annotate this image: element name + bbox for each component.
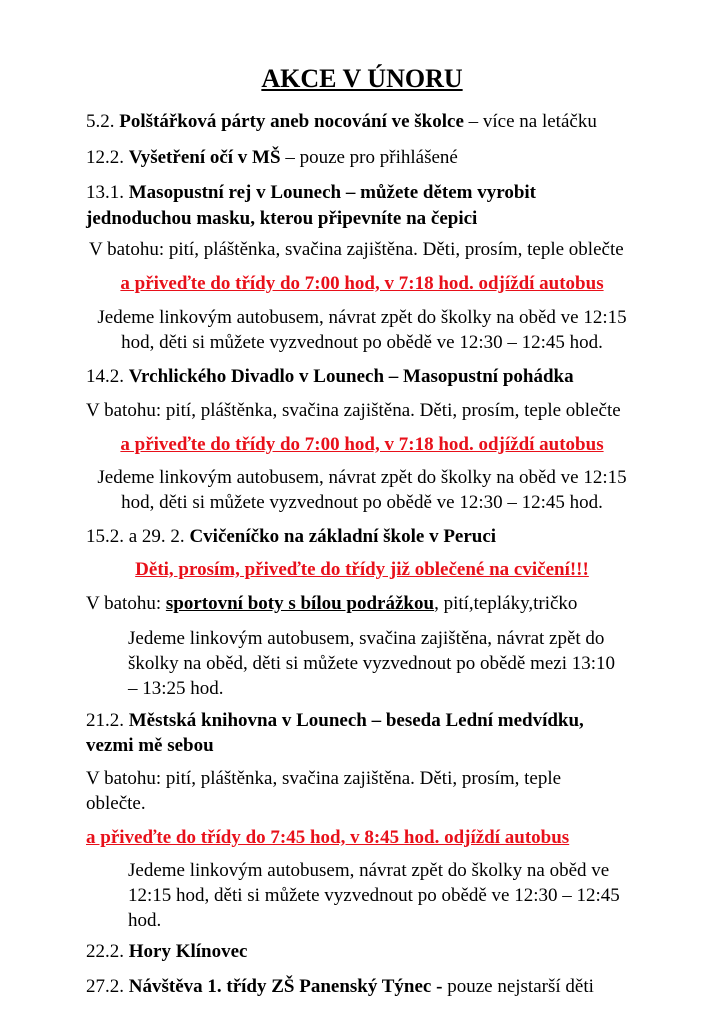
event-row: [86, 524, 646, 550]
red-warning: a přiveďte do třídy do 7:00 hod, v 7:18 hod. odjíždí autobus: [120, 273, 604, 294]
event-row: [86, 109, 646, 135]
info-text: Jedeme linkovým autobusem, svačina zajištěna, návrat zpět do: [128, 628, 605, 649]
event-row: [86, 145, 646, 171]
event-row: [86, 708, 646, 734]
info-text: Jedeme linkovým autobusem, návrat zpět do školky na oběd ve: [128, 860, 610, 881]
event-note: – pouze pro přihlášené: [280, 147, 458, 168]
backpack-note: V batohu: pití, pláštěnka, svačina zajištěna. Děti, prosím, teple: [86, 768, 562, 789]
red-warning: a přiveďte do třídy do 7:45 hod, v 8:45 hod. odjíždí autobus: [86, 827, 570, 848]
event-row: [86, 939, 646, 965]
page-title: AKCE V ÚNORU: [261, 64, 463, 93]
event-name-cont: vezmi mě sebou: [86, 735, 214, 756]
info-text: Jedeme linkovým autobusem, návrat zpět do školky na oběd ve 12:15: [97, 307, 627, 328]
event-name: Masopustní rej v Lounech – můžete dětem vyrobit: [128, 182, 536, 203]
event-date: 13.1.: [86, 182, 124, 203]
event-date: 14.2.: [86, 366, 124, 387]
event-date: 15.2. a 29. 2.: [86, 526, 185, 547]
event-row: [86, 974, 646, 1000]
backpack-note: [86, 591, 646, 617]
info-text: hod, děti si můžete vyzvednout po obědě ve 12:30 – 12:45 hod.: [121, 492, 603, 513]
event-name: Návštěva 1. třídy ZŠ Panenský Týnec -: [128, 976, 443, 997]
info-text: – 13:25 hod.: [128, 678, 224, 699]
info-text: Jedeme linkovým autobusem, návrat zpět do školky na oběd ve 12:15: [97, 467, 627, 488]
event-name: Vyšetření očí v MŠ: [128, 147, 281, 168]
event-name: Cvičeníčko na základní škole v Peruci: [189, 526, 497, 547]
event-note: pouze nejstarší děti: [442, 976, 594, 997]
event-name: Městská knihovna v Lounech – beseda Lední medvídku,: [128, 710, 584, 731]
event-date: 22.2.: [86, 941, 124, 962]
event-name: Vrchlického Divadlo v Lounech – Masopustní pohádka: [128, 366, 574, 387]
event-note: – více na letáčku: [463, 111, 597, 132]
backpack-prefix: V batohu:: [86, 593, 166, 614]
info-text: školky na oběd, děti si můžete vyzvednout po obědě mezi 13:10: [128, 653, 616, 674]
info-text: hod.: [128, 910, 162, 931]
event-name: Hory Klínovec: [128, 941, 248, 962]
event-name-cont: jednoduchou masku, kterou připevníte na čepici: [86, 208, 478, 229]
info-text: 12:15 hod, děti si můžete vyzvednout po obědě ve 12:30 – 12:45: [128, 885, 620, 906]
event-date: 12.2.: [86, 147, 124, 168]
backpack-highlight: sportovní boty s bílou podrážkou: [165, 593, 435, 614]
info-text: hod, děti si můžete vyzvednout po obědě ve 12:30 – 12:45 hod.: [121, 332, 603, 353]
red-warning: Děti, prosím, přiveďte do třídy již oblečené na cvičení!!!: [135, 559, 589, 580]
event-row: [86, 364, 646, 390]
event-name: Polštářková párty aneb nocování ve školce: [119, 111, 464, 132]
backpack-note: V batohu: pití, pláštěnka, svačina zajištěna. Děti, prosím, teple oblečte: [86, 400, 621, 421]
event-date: 27.2.: [86, 976, 124, 997]
event-date: 21.2.: [86, 710, 124, 731]
backpack-note-cont: oblečte.: [86, 793, 146, 814]
event-row: [86, 180, 646, 206]
red-warning: a přiveďte do třídy do 7:00 hod, v 7:18 hod. odjíždí autobus: [120, 434, 604, 455]
event-date: 5.2.: [86, 111, 115, 132]
backpack-suffix: , pití,tepláky,tričko: [434, 593, 578, 614]
backpack-note: V batohu: pití, pláštěnka, svačina zajištěna. Děti, prosím, teple oblečte: [89, 239, 624, 260]
